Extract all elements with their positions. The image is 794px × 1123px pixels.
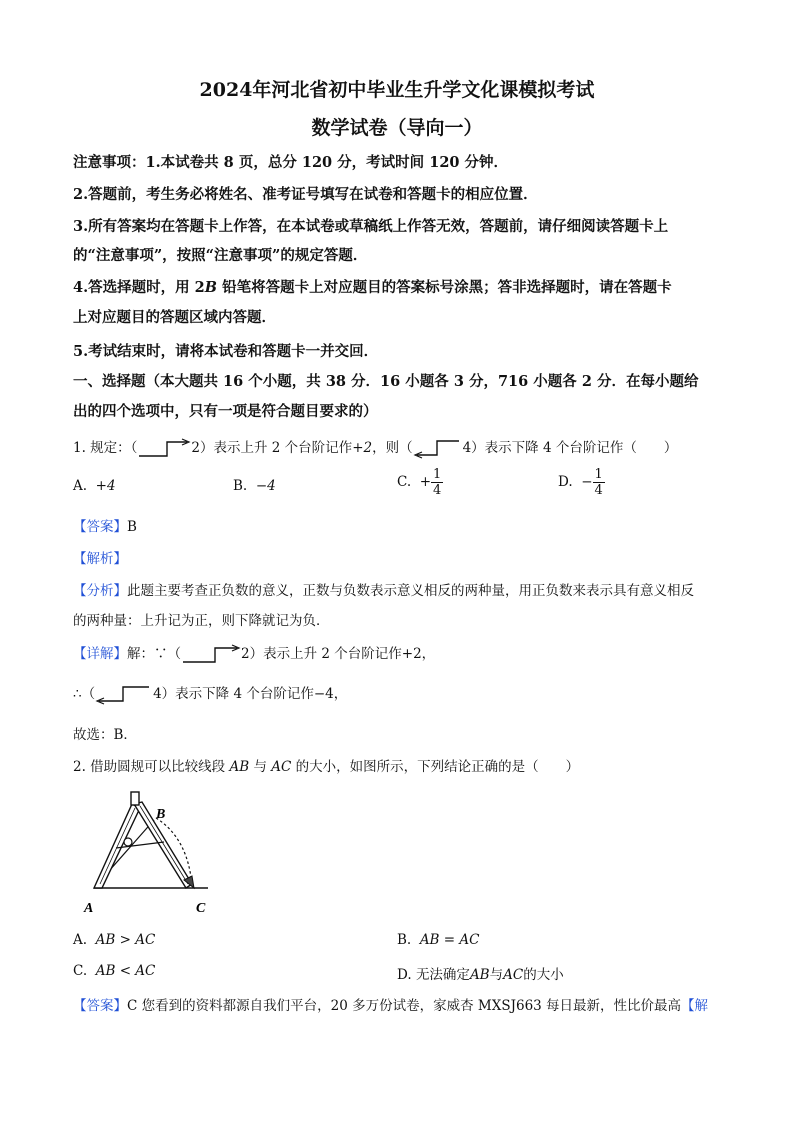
label-c: C — [196, 901, 206, 916]
note-4a-post: 铅笔将答题卡上对应题目的答案标号涂黑；答非选择题时，请在答题卡 — [217, 279, 672, 296]
option-value: +4 — [95, 478, 116, 494]
q1-mid1: 2）表示上升 2 个台阶记作 — [191, 440, 353, 456]
q2-text: 的大小，如图所示，下列结论正确的是（ ） — [295, 759, 580, 775]
stair-up-icon — [181, 644, 241, 666]
option-label: B. — [397, 932, 412, 948]
exam-title: 2024年河北省初中毕业生升学文化课模拟考试 — [199, 79, 595, 101]
fenxi-text: 此题主要考查正负数的意义，正数与负数表示意义相反的两种量，用正负数来表示具有意义相反 — [127, 583, 694, 599]
q1-fenxi-2: 的两种量：上升记为正，则下降就记为负． — [73, 613, 330, 629]
q1-analysis-tag: 【解析】 — [73, 551, 127, 567]
note-2: 2.答题前，考生务必将姓名、准考证号填写在试卷和答题卡的相应位置． — [73, 186, 538, 203]
fraction — [593, 467, 605, 498]
q1-choose: 故选：B． — [73, 727, 137, 743]
q1-stem — [73, 436, 677, 460]
compass-figure — [80, 790, 220, 920]
option-label: C. — [73, 963, 88, 979]
detail-text: 4）表示下降 4 个台阶记作−4， — [153, 686, 348, 702]
option-label: D. — [397, 967, 412, 983]
option-label: C. — [397, 474, 412, 490]
detail-tag: 【详解】 — [73, 646, 127, 662]
q1-answer — [73, 515, 137, 535]
answer-tag: 【答案】 — [73, 519, 127, 535]
q1-option-d[interactable] — [558, 467, 605, 498]
section1-line2: 出的四个选项中，只有一项是符合题目要求的） — [73, 403, 378, 420]
q2-text: 2. 借助圆规可以比较线段 — [73, 759, 226, 775]
note-4a — [73, 276, 672, 297]
q2-text: 与 — [253, 759, 267, 775]
detail-text: 2）表示上升 2 个台阶记作+2， — [241, 646, 436, 662]
q2-option-c[interactable] — [73, 963, 155, 979]
q2-option-a[interactable] — [73, 932, 155, 948]
fraction-numerator: 1 — [594, 467, 603, 482]
compass-screw — [124, 838, 132, 846]
q2-option-d[interactable] — [397, 963, 564, 983]
compass-handle — [131, 792, 139, 805]
exam-subtitle: 数学试卷（导向一） — [311, 117, 483, 139]
analysis-tag-cut: 【解 — [681, 998, 709, 1014]
option-segment: AC — [503, 967, 524, 983]
note-5: 5.考试结束时，请将本试卷和答题卡一并交回． — [73, 343, 379, 360]
answer-value: C 您看到的资料都源自我们平台，20 多万份试卷，家威杏 MXSJ663 每日最新，性比价最高 — [127, 998, 682, 1014]
option-label: A. — [73, 478, 88, 494]
detail-text: ∴（ — [73, 686, 96, 702]
q2-answer — [73, 994, 723, 1014]
option-sign: + — [419, 474, 432, 490]
stair-down-icon — [413, 438, 463, 460]
q1-option-a[interactable] — [73, 478, 116, 494]
fraction-numerator: 1 — [433, 467, 442, 482]
q2-stem — [73, 755, 579, 775]
option-value: AB = AC — [419, 932, 480, 948]
stair-down-icon — [95, 684, 153, 706]
q1-detail-1 — [73, 642, 435, 666]
option-value: −4 — [255, 478, 276, 494]
option-label: B. — [233, 478, 248, 494]
q1-option-b[interactable] — [233, 478, 276, 494]
option-segment: AB — [469, 967, 490, 983]
q1-mid3: 4）表示下降 4 个台阶记作（ ） — [462, 440, 678, 456]
answer-value: B — [127, 519, 137, 535]
label-b: B — [156, 807, 166, 822]
note-3a: 3.所有答案均在答题卡上作答，在本试卷或草稿纸上作答无效，答题前，请仔细阅读答题卡上 — [73, 218, 669, 235]
option-label: A. — [73, 932, 88, 948]
fenxi-tag: 【分析】 — [73, 583, 127, 599]
note-1: 注意事项：1.本试卷共 8 页，总分 120 分，考试时间 120 分钟． — [73, 154, 509, 171]
label-a: A — [84, 901, 94, 916]
q1-mid2: ，则（ — [372, 440, 413, 456]
note-4a-var: B — [204, 279, 218, 296]
segment-ab: AB — [229, 759, 250, 775]
q1-fenxi-1 — [73, 579, 694, 599]
segment-ac: AC — [271, 759, 292, 775]
q1-detail-2 — [73, 682, 347, 706]
option-text: 的大小 — [523, 967, 564, 983]
option-text: 无法确定 — [415, 967, 470, 983]
q1-prefix: 1. 规定：（ — [73, 440, 138, 456]
fraction — [431, 467, 443, 498]
q1-option-c[interactable] — [397, 467, 443, 498]
fraction-denominator: 4 — [594, 483, 603, 498]
q1-plus2: +2 — [352, 440, 373, 456]
note-4a-pre: 4.答选择题时，用 2 — [73, 279, 205, 296]
option-value: AB > AC — [95, 932, 156, 948]
q2-option-b[interactable] — [397, 932, 479, 948]
option-text: 与 — [489, 967, 504, 983]
note-4b: 上对应题目的答题区域内答题． — [73, 309, 276, 326]
option-value: AB < AC — [95, 963, 156, 979]
fraction-denominator: 4 — [433, 483, 442, 498]
stair-up-icon — [137, 438, 191, 460]
section1-line1: 一、选择题（本大题共 16 个小题，共 38 分．16 小题各 3 分，716 小题各 2 分．在每小题给 — [73, 373, 699, 390]
option-label: D. — [558, 474, 573, 490]
option-sign: − — [581, 474, 593, 490]
note-3b: 的“注意事项”，按照“注意事项”的规定答题． — [73, 247, 368, 264]
answer-tag: 【答案】 — [73, 998, 127, 1014]
detail-text: 解：∵（ — [127, 646, 181, 662]
